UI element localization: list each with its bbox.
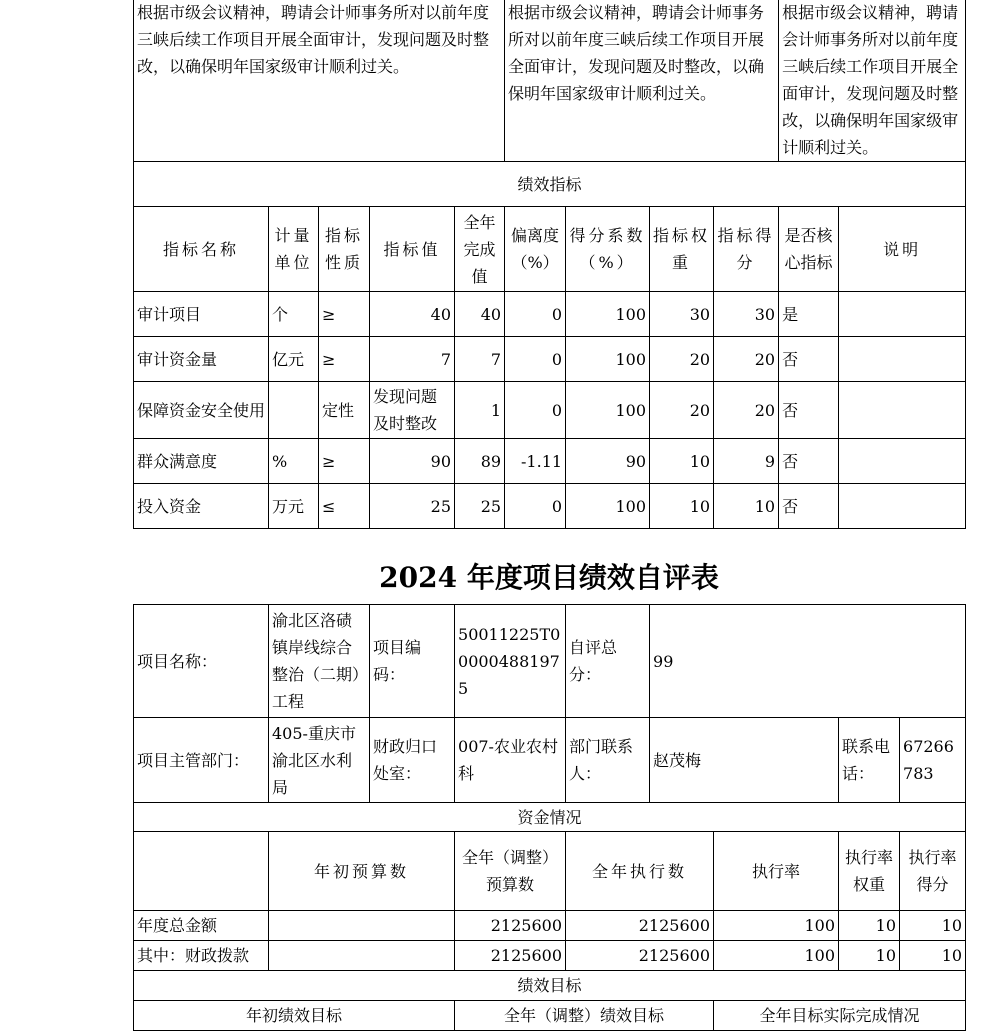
indicator-actual: 40 — [455, 292, 505, 337]
indicator-weight: 20 — [650, 337, 714, 382]
project-code-label: 项目编码： — [370, 605, 455, 718]
table-row — [134, 484, 966, 529]
funds-executed: 2125600 — [566, 911, 714, 941]
indicator-coef: 100 — [566, 484, 650, 529]
indicator-table — [133, 0, 966, 529]
indicator-score: 20 — [714, 382, 779, 439]
funds-header-cell: 执行率 — [714, 832, 839, 911]
contact-label: 部门联系人： — [566, 718, 650, 803]
project-code-value: 50011225T000004881975 — [455, 605, 566, 718]
indicator-deviation: -1.11 — [505, 439, 566, 484]
indicator-unit: % — [269, 439, 319, 484]
indicator-core: 是 — [779, 292, 839, 337]
goals-header-adjusted: 全年（调整）绩效目标 — [455, 1001, 714, 1031]
funds-section-title: 资金情况 — [134, 803, 966, 832]
indicator-nature: 定性 — [319, 382, 370, 439]
funds-header-cell: 年初预算数 — [269, 832, 455, 911]
header-cell: 指标名称 — [134, 207, 269, 292]
goals-section-title: 绩效目标 — [134, 971, 966, 1001]
goals-header-initial: 年初绩效目标 — [134, 1001, 455, 1031]
indicator-note — [839, 382, 966, 439]
table-row — [134, 911, 966, 941]
indicator-coef: 100 — [566, 337, 650, 382]
table-row — [134, 382, 966, 439]
indicator-actual: 1 — [455, 382, 505, 439]
indicator-core: 否 — [779, 382, 839, 439]
indicator-note — [839, 292, 966, 337]
dept-label: 项目主管部门： — [134, 718, 269, 803]
project-name-label: 项目名称： — [134, 605, 269, 718]
funds-weight: 10 — [839, 911, 900, 941]
indicator-unit — [269, 382, 319, 439]
header-cell: 全年完成值 — [455, 207, 505, 292]
indicator-score: 30 — [714, 292, 779, 337]
funds-header-row — [134, 832, 966, 911]
self-evaluation-table — [133, 604, 966, 1031]
indicator-nature: ≥ — [319, 337, 370, 382]
funds-header-cell: 执行率权重 — [839, 832, 900, 911]
indicator-unit: 万元 — [269, 484, 319, 529]
indicator-core: 否 — [779, 337, 839, 382]
indicator-name: 审计资金量 — [134, 337, 269, 382]
page-title: 2024 年度项目绩效自评表 — [379, 561, 719, 594]
table-row — [134, 439, 966, 484]
indicator-core: 否 — [779, 439, 839, 484]
indicator-target: 90 — [370, 439, 455, 484]
table-row — [134, 292, 966, 337]
indicator-actual: 25 — [455, 484, 505, 529]
goal-adjusted-text: 根据市级会议精神，聘请会计师事务所对以前年度三峡后续工作项目开展全面审计，发现问题及时整改，以确保明年国家级审计顺利过关。 — [505, 0, 779, 162]
header-cell: 是否核心指标 — [779, 207, 839, 292]
funds-adjusted: 2125600 — [455, 911, 566, 941]
finance-office-label: 财政归口处室： — [370, 718, 455, 803]
funds-rate: 100 — [714, 911, 839, 941]
funds-header-cell: 全年（调整）预算数 — [455, 832, 566, 911]
indicator-actual: 7 — [455, 337, 505, 382]
indicator-score: 20 — [714, 337, 779, 382]
project-info-row — [134, 605, 966, 718]
indicator-core: 否 — [779, 484, 839, 529]
header-cell: 说明 — [839, 207, 966, 292]
funds-header-cell: 全年执行数 — [566, 832, 714, 911]
funds-score: 10 — [900, 911, 966, 941]
funds-adjusted: 2125600 — [455, 941, 566, 971]
indicator-coef: 90 — [566, 439, 650, 484]
indicator-deviation: 0 — [505, 337, 566, 382]
funds-header-cell: 执行率得分 — [900, 832, 966, 911]
funds-initial — [269, 941, 455, 971]
funds-score: 10 — [900, 941, 966, 971]
goal-initial-text: 根据市级会议精神，聘请会计师事务所对以前年度三峡后续工作项目开展全面审计，发现问题及时整改，以确保明年国家级审计顺利过关。 — [134, 0, 505, 162]
indicator-name: 投入资金 — [134, 484, 269, 529]
header-cell: 偏离度（%） — [505, 207, 566, 292]
self-score-label: 自评总分： — [566, 605, 650, 718]
goal-actual-text: 根据市级会议精神，聘请会计师事务所对以前年度三峡后续工作项目开展全面审计，发现问题及时整改，以确保明年国家级审计顺利过关。 — [779, 0, 966, 162]
indicator-header-row — [134, 207, 966, 292]
indicator-section-title: 绩效指标 — [134, 162, 966, 207]
header-cell: 计量单位 — [269, 207, 319, 292]
indicator-weight: 10 — [650, 439, 714, 484]
indicator-unit: 个 — [269, 292, 319, 337]
phone-label: 联系电话： — [839, 718, 900, 803]
funds-header-blank — [134, 832, 269, 911]
funds-executed: 2125600 — [566, 941, 714, 971]
indicator-target: 7 — [370, 337, 455, 382]
indicator-name: 保障资金安全使用 — [134, 382, 269, 439]
indicator-deviation: 0 — [505, 292, 566, 337]
goals-header-row — [134, 1001, 966, 1031]
dept-value: 405-重庆市渝北区水利局 — [269, 718, 370, 803]
table-row — [134, 337, 966, 382]
indicator-deviation: 0 — [505, 484, 566, 529]
indicator-target: 25 — [370, 484, 455, 529]
funds-row-label: 其中：财政拨款 — [134, 941, 269, 971]
header-cell: 指标得分 — [714, 207, 779, 292]
indicator-name: 审计项目 — [134, 292, 269, 337]
indicator-actual: 89 — [455, 439, 505, 484]
indicator-target: 发现问题及时整改 — [370, 382, 455, 439]
indicator-note — [839, 484, 966, 529]
indicator-weight: 10 — [650, 484, 714, 529]
indicator-score: 9 — [714, 439, 779, 484]
header-cell: 指标性质 — [319, 207, 370, 292]
indicator-nature: ≥ — [319, 439, 370, 484]
funds-initial — [269, 911, 455, 941]
project-name-value: 渝北区洛碛镇岸线综合整治（二期）工程 — [269, 605, 370, 718]
indicator-weight: 30 — [650, 292, 714, 337]
indicator-coef: 100 — [566, 382, 650, 439]
finance-office-value: 007-农业农村科 — [455, 718, 566, 803]
indicator-nature: ≤ — [319, 484, 370, 529]
goals-header-actual: 全年目标实际完成情况 — [714, 1001, 966, 1031]
phone-value: 67266783 — [900, 718, 966, 803]
dept-info-row — [134, 718, 966, 803]
indicator-weight: 20 — [650, 382, 714, 439]
indicator-deviation: 0 — [505, 382, 566, 439]
indicator-name: 群众满意度 — [134, 439, 269, 484]
indicator-coef: 100 — [566, 292, 650, 337]
header-cell: 得分系数（%） — [566, 207, 650, 292]
header-cell: 指标权重 — [650, 207, 714, 292]
indicator-nature: ≥ — [319, 292, 370, 337]
indicator-note — [839, 439, 966, 484]
indicator-note — [839, 337, 966, 382]
funds-row-label: 年度总金额 — [134, 911, 269, 941]
funds-weight: 10 — [839, 941, 900, 971]
self-score-value: 99 — [650, 605, 966, 718]
contact-value: 赵茂梅 — [650, 718, 839, 803]
funds-rate: 100 — [714, 941, 839, 971]
indicator-unit: 亿元 — [269, 337, 319, 382]
indicator-score: 10 — [714, 484, 779, 529]
header-cell: 指标值 — [370, 207, 455, 292]
table-row — [134, 941, 966, 971]
indicator-target: 40 — [370, 292, 455, 337]
